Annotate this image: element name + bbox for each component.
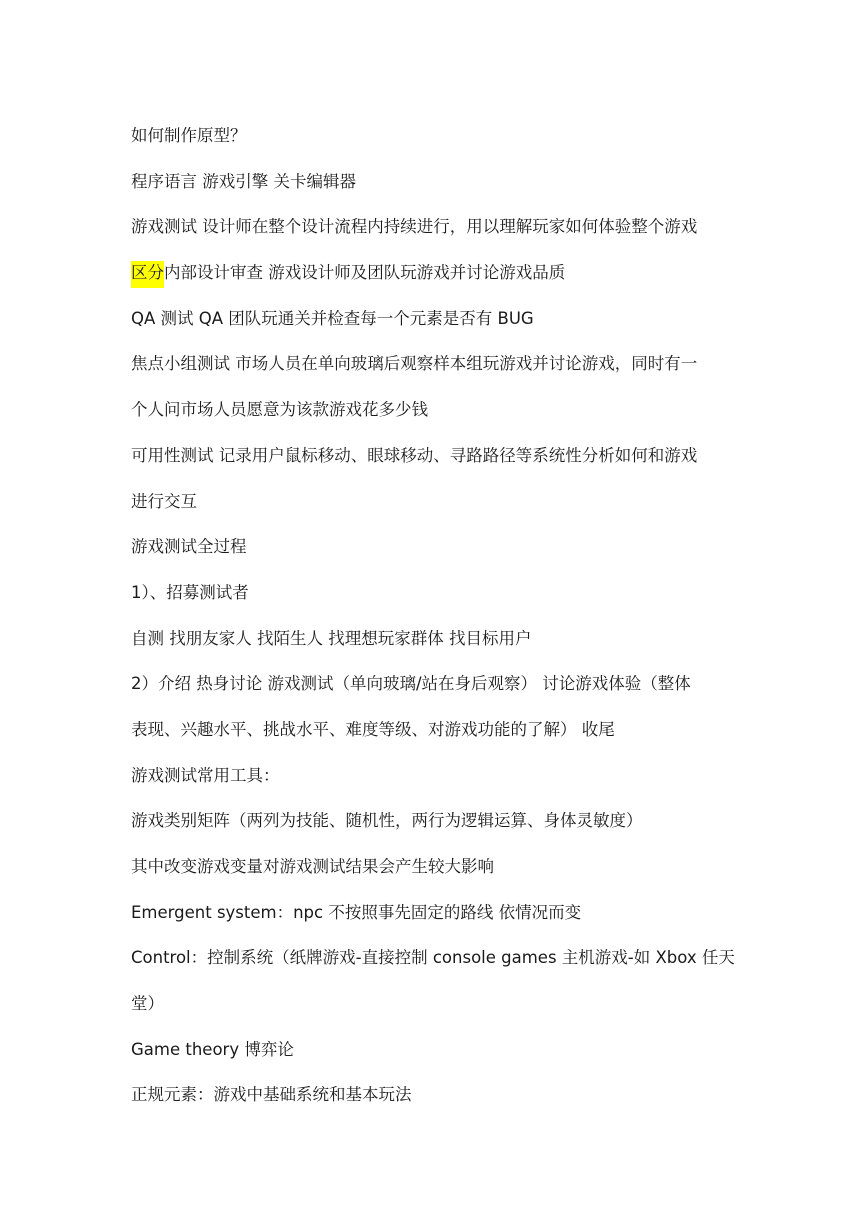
highlighted-text: 区分: [131, 261, 164, 288]
text-line: 游戏测试 设计师在整个设计流程内持续进行，用以理解玩家如何体验整个游戏: [131, 217, 698, 237]
text-line: Control：控制系统（纸牌游戏-直接控制 console games 主机游戏-如 Xbox 任天: [131, 948, 735, 968]
text-line: 可用性测试 记录用户鼠标移动、眼球移动、寻路路径等系统性分析如何和游戏: [131, 445, 698, 465]
text-line: 个人问市场人员愿意为该款游戏花多少钱: [131, 400, 428, 420]
text-line: 表现、兴趣水平、挑战水平、难度等级、对游戏功能的了解） 收尾: [131, 719, 615, 739]
text-line: 其中改变游戏变量对游戏测试结果会产生较大影响: [131, 857, 494, 876]
text-line: QA 测试 QA 团队玩通关并检查每一个元素是否有 BUG: [131, 308, 534, 328]
text-line: 游戏测试常用工具：: [131, 765, 280, 785]
text-line: Emergent system：npc 不按照事先固定的路线 依情况而变: [131, 902, 582, 922]
text-line: 2）介绍 热身讨论 游戏测试（单向玻璃/站在身后观察） 讨论游戏体验（整体: [131, 674, 691, 694]
text-line: 1）、招募测试者: [131, 582, 249, 602]
text-line: Game theory 博弈论: [131, 1039, 294, 1059]
text-segment: 内部设计审查 游戏设计师及团队玩游戏并讨论游戏品质: [164, 263, 566, 283]
text-line: 堂）: [131, 994, 164, 1014]
text-line: 游戏测试全过程: [131, 537, 247, 557]
text-line: [131, 250, 741, 296]
text-line: 自测 找朋友家人 找陌生人 找理想玩家群体 找目标用户: [131, 628, 532, 648]
text-line: 游戏类别矩阵（两列为技能、随机性，两行为逻辑运算、身体灵敏度）: [131, 811, 643, 831]
text-line: 焦点小组测试 市场人员在单向玻璃后观察样本组玩游戏并讨论游戏，同时有一: [131, 354, 698, 374]
text-line: 正规元素：游戏中基础系统和基本玩法: [131, 1085, 412, 1105]
document-body: [131, 113, 741, 1118]
text-line: 程序语言 游戏引擎 关卡编辑器: [131, 171, 356, 191]
text-line: 如何制作原型？: [131, 126, 247, 145]
text-line: 进行交互: [131, 491, 197, 511]
